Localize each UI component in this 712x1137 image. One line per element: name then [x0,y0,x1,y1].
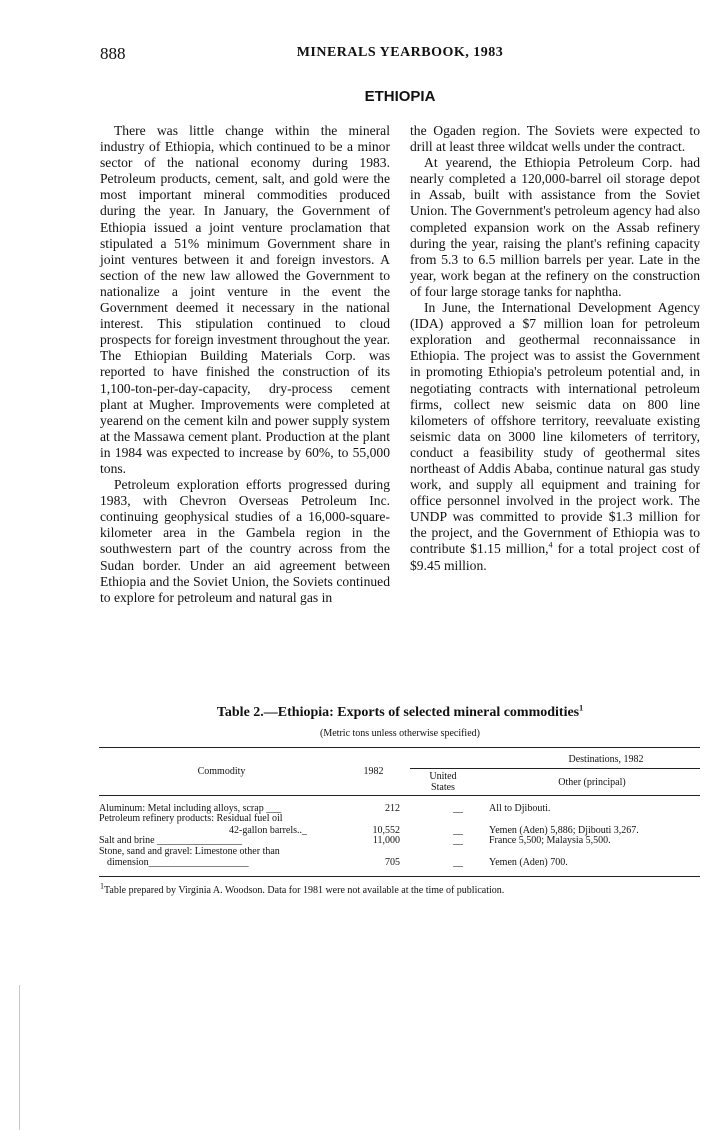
table-cell-year: 212 [385,803,400,814]
table-footnote [100,881,700,896]
paragraph: the Ogaden region. The Soviets were expected to drill at least three wildcat wells under the contract. [410,123,700,155]
table-bottom-rule [99,876,700,877]
header-rule [99,795,700,796]
table-subtitle: (Metric tons unless otherwise specified) [320,728,480,739]
table-cell-us: __ [453,857,463,868]
other-header: Other (principal) [558,777,626,788]
running-title: MINERALS YEARBOOK, 1983 [296,45,504,60]
us-header-line2: States [431,782,455,793]
table-title-ref: 1 [579,703,584,713]
section-title: ETHIOPIA [364,88,436,105]
paragraph [410,300,700,574]
table-cell-year: 10,552 [372,825,400,836]
year-header: 1982 [363,766,384,777]
destinations-rule [410,768,700,769]
table-cell-commodity: Stone, sand and gravel: Limestone other than [99,846,280,857]
footnote-text: Table prepared by Virginia A. Woodson. Data for 1981 were not available at the time of publication. [104,885,505,896]
us-header-line1: United [429,771,457,782]
table-cell-commodity: Petroleum refinery products: Residual fuel oil [99,813,283,824]
footnote-reference: 4 [548,540,553,550]
exports-table [99,745,700,877]
table-title [100,705,700,721]
right-column [410,123,700,574]
table-cell-us: __ [453,825,463,836]
paragraph: There was little change within the mineral industry of Ethiopia, which continued to be a minor sector of the national economy during 1983. Petroleum products, cement, salt, and gold were the most important mineral commodities produced during the year. In January, the Government of Ethiopia issued a joint venture proclamation that stipulated a 51% minimum Government share in joint ventures between it and foreign investors. A section of the new law allowed the Government to nationalize a joint venture in the event the Government deemed it necessary in the national interest. This stipulation continued to cloud prospects for foreign investment throughout the year. The Ethiopian Building Materials Corp. was reported to have finished the construction of its 1,100-ton-per-day-capacity, dry-process cement plant at Mugher. Improvements were completed at yearend on the cement kiln and power supply system at the Massawa cement plant. Production at the plant in 1984 was expected to increase by 60%, to 55,000 tons. [100,123,390,476]
paragraph-text: In June, the International Development Agency (IDA) approved a $7 million loan for petroleum exploration and geothermal reconnaissance in Ethiopia. The project was to assist the Government in promoting Ethiopia's petroleum potential and, in negotiating contracts with international petroleum firms, collect new seismic data on 800 line kilometers of offshore territory, reevaluate existing seismic data on 3000 line kilometers of territory, conduct a feasibility study of geothermal sites northeast of Addis Ababa, continue natural gas study work, and supply all equipment and training for office personnel involved in the project work. The UNDP was committed to provide $1.3 million for the project, and the Government of Ethiopia was to contribute $1.15 million, [410,300,700,557]
commodity-header: Commodity [197,766,246,777]
paragraph: Petroleum exploration efforts progressed during 1983, with Chevron Overseas Petroleum Inc. continuing geophysical studies of a 16,000-square-kilometer area in the Gambela region in the southwestern part of the country across from the Sudan border. Under an aid agreement between Ethiopia and the Soviet Union, the Soviets continued to explore for petroleum and natural gas in [100,477,390,605]
table-cell-year: 11,000 [372,835,400,846]
page-header [100,44,700,66]
table-title-text: Table 2.—Ethiopia: Exports of selected mineral commodities [216,705,580,720]
footnote-marker: 1 [100,881,104,891]
table-cell-commodity: dimension____________________ [107,857,249,868]
paragraph-text: for a total project cost of $9.45 million. [410,541,700,573]
paragraph: At yearend, the Ethiopia Petroleum Corp. had nearly completed a 120,000-barrel oil storage depot in Assab, built with assistance from the Soviet Union. The Government's petroleum agency had also completed expansion work on the Assab refinery during the year, raising the plant's refining capacity from 5.3 to 6.5 million barrels per year. Late in the year, work began at the refinery on the construction of four large storage tanks for naphtha. [410,155,700,299]
table-cell-commodity: 42-gallon barrels.._ [229,825,308,836]
scan-margin-line [19,985,20,1130]
table-cell-year: 705 [385,857,400,868]
table-cell-us: __ [453,803,463,814]
table-cell-other: All to Djibouti. [489,803,551,814]
left-column [100,123,390,606]
table-cell-us: __ [453,835,463,846]
table-cell-other: Yemen (Aden) 700. [489,857,568,868]
destinations-header: Destinations, 1982 [568,754,644,765]
table-cell-commodity: Salt and brine _________________ [99,835,243,846]
table-cell-other: Yemen (Aden) 5,886; Djibouti 3,267. [489,825,639,836]
table-top-rule [99,747,700,748]
page-number: 888 [100,44,126,63]
table-cell-other: France 5,500; Malaysia 5,500. [489,835,611,846]
table-cell-commodity: Aluminum: Metal including alloys, scrap ___ [99,803,282,814]
